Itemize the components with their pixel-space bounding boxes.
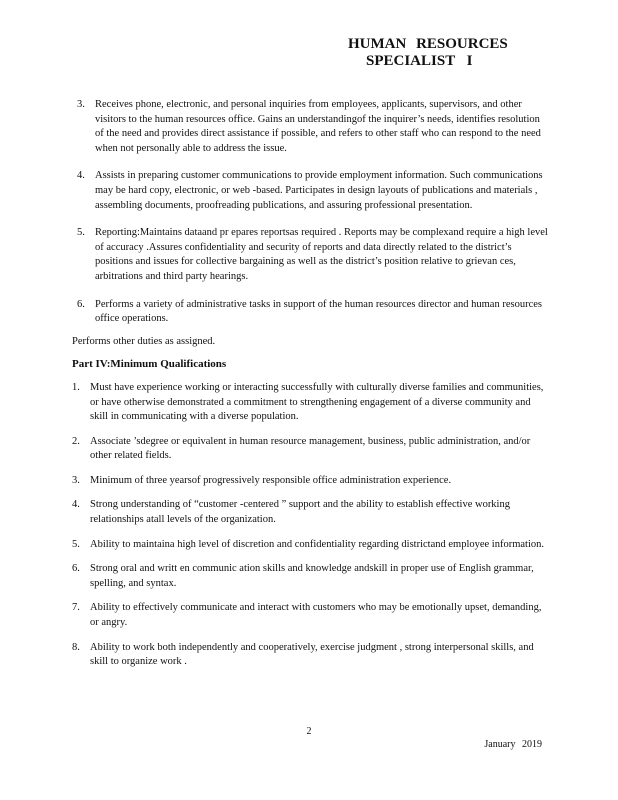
duties-list	[72, 98, 550, 327]
duty-item-5	[72, 226, 550, 284]
duty-number: 5.	[77, 227, 85, 239]
section-heading: Part IV:Minimum Qualifications	[72, 358, 227, 371]
qualification-number: 1.	[72, 381, 80, 393]
duty-number: 4.	[77, 170, 85, 182]
qualification-text: Minimum of three yearsof progressively responsible office administration experience.	[90, 474, 452, 486]
document-header	[298, 36, 538, 70]
qualification-item	[72, 435, 550, 464]
qualification-number: 3.	[72, 474, 80, 486]
qualification-number: 2.	[72, 435, 80, 447]
footer-date: January 2019	[484, 739, 542, 750]
duty-number: 3.	[77, 99, 85, 110]
qualification-text: Strong oral and writt en communic ation skills and knowledge andskill in proper use of English grammar, spelling, and syntax.	[90, 563, 534, 589]
duty-text: Performs a variety of administrative tasks in support of the human resources director and human resources office operations.	[95, 298, 542, 325]
header-title-line2: SPECIALIST I	[366, 53, 473, 69]
qualification-text: Ability to effectively communicate and interact with customers who may be emotionally upset, demanding, or angry.	[90, 602, 542, 629]
qualification-item	[72, 498, 550, 527]
qualification-item	[72, 601, 550, 630]
qualifications-list	[72, 381, 550, 670]
qualification-number: 8.	[72, 641, 80, 653]
page-number: 2	[306, 726, 312, 737]
qualification-item	[72, 641, 550, 670]
qualification-number: 7.	[72, 602, 80, 614]
qualification-number: 5.	[72, 538, 80, 550]
duty-text: Assists in preparing customer communications to provide employment information. Such communications may be hard copy, electronic, or web -based. Participates in design layouts of publications and materials , assembling documents, proofreading publications, and assuring professional presentation.	[95, 170, 543, 211]
qualification-item	[72, 474, 550, 489]
duty-item-6	[72, 298, 550, 327]
qualification-number: 4.	[72, 499, 80, 511]
qualification-item	[72, 562, 550, 591]
qualification-text: Ability to work both independently and cooperatively, exercise judgment , strong interpersonal skills, and skill to organize work .	[90, 641, 534, 668]
qualification-text: Must have experience working or interacting successfully with culturally diverse families and communities, or have otherwise demonstrated a commitment to strengthening engagement of a diverse community and skill in communicating with a diverse population.	[90, 381, 544, 423]
header-title-line1: HUMAN RESOURCES	[348, 36, 508, 52]
qualification-text: Strong understanding of “customer -centered ” support and the ability to establish effective working relationships atall levels of the organization.	[90, 499, 510, 526]
qualification-text: Associate ’sdegree or equivalent in human resource management, business, public administration, and/or other related fields.	[90, 435, 531, 462]
qualification-item	[72, 381, 550, 425]
duty-text: Reporting:Maintains dataand pr epares reportsas required . Reports may be complexand require a high level of accuracy .Assures confidentiality and security of reports and data directly related to the district’s positions and issues for collective bargaining as well as the district’s position relative to grievan ces, arbitrations and third party hearings.	[95, 227, 548, 282]
qualification-item	[72, 538, 550, 553]
qualification-number: 6.	[72, 563, 80, 575]
document-body	[72, 98, 550, 680]
duty-text: Receives phone, electronic, and personal inquiries from employees, applicants, supervisors, and other visitors to the human resources office. Gains an understandingof the inquirer’s needs, identifies resolution of the need and provides direct assistance if possible, and refers to other staff who can respond to the need when not personally able to address the issue.	[95, 99, 541, 154]
duty-item-3	[72, 98, 550, 156]
duty-item-4	[72, 169, 550, 213]
duty-number: 6.	[77, 298, 85, 310]
other-duties-text: Performs other duties as assigned.	[72, 335, 216, 347]
qualification-text: Ability to maintaina high level of discretion and confidentiality regarding districtand employee information.	[90, 538, 545, 550]
